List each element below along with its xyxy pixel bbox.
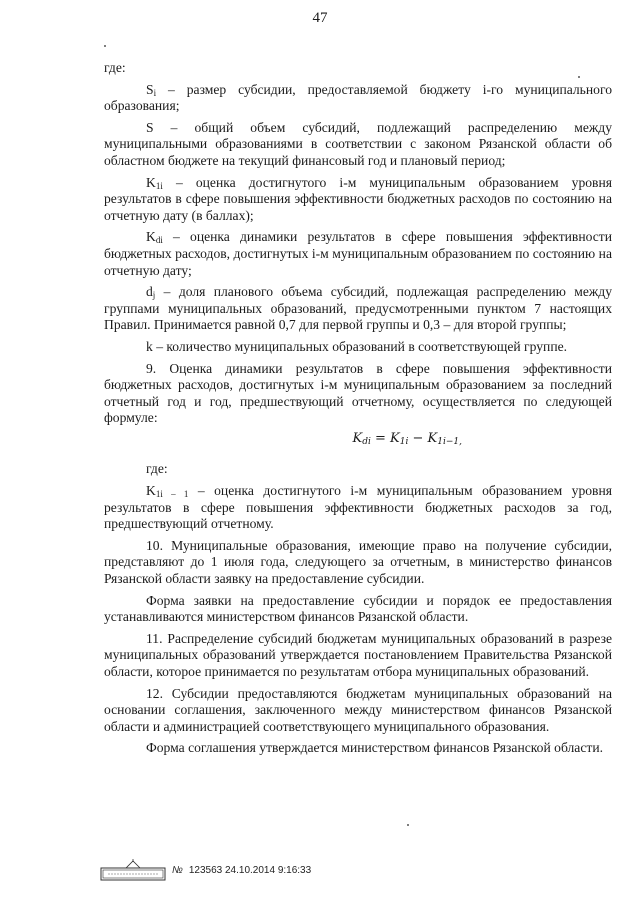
formula [104, 431, 612, 448]
scan-speck [407, 824, 409, 826]
definition-item [104, 284, 612, 334]
formula-lhs: K [352, 430, 363, 446]
def-text: – оценка динамики результатов в сфере повышения эффективности бюджетных расходов, достигнутых i-м муниципальным образованием по состоянию на отчетную дату; [104, 229, 612, 278]
formula-eq: = [370, 430, 391, 446]
paragraph-9: 9. Оценка динамики результатов в сфере повышения эффективности бюджетных расходов, достигнутых i-м муниципальным образованием за последний отчетный год и год, предшествующий отчетному, осуществляется по следующей формуле: [104, 360, 612, 426]
def-symbol: k [146, 338, 153, 354]
formula-lhs-sub: di [362, 436, 371, 447]
definition-item [104, 339, 612, 356]
def-symbol-sub: i [153, 87, 157, 98]
paragraph-10: 10. Муниципальные образования, имеющие право на получение субсидии, представляют до 1 июля года, следующего за отчетным, в министерство финансов Рязанской области заявку на предоставление субсидии. [104, 537, 612, 587]
formula-term2: K [427, 430, 438, 446]
document-footer [100, 858, 311, 882]
scan-speck [104, 45, 106, 47]
def-symbol: K [146, 483, 156, 499]
definition-item [104, 175, 612, 225]
def-symbol: K [146, 174, 156, 190]
def-symbol: S [146, 119, 154, 135]
def-symbol-sub: j [152, 290, 156, 301]
where-label: где: [104, 60, 126, 75]
def-symbol-sub: 1i [155, 180, 163, 191]
definition-item [104, 82, 612, 115]
definitions-list [104, 82, 612, 356]
formula-term1-sub: 1i [399, 436, 409, 447]
def-symbol: d [146, 284, 153, 300]
formula-term2-sub: 1i−1, [437, 436, 462, 447]
definition-item [104, 120, 612, 170]
paragraph-12: 12. Субсидии предоставляются бюджетам муниципальных образований на основании соглашения, заключенного между министерством финансов Рязанской области и администрацией соответствующего муниципального образования. [104, 685, 612, 734]
footer-registration: 123563 24.10.2014 9:16:33 [188, 864, 312, 876]
def-text: – оценка достигнутого i-м муниципальным образованием уровня результатов в сфере повышения эффективности бюджетных расходов за год, предшествующий отчетному. [104, 483, 612, 532]
page-number: 47 [312, 10, 328, 26]
paragraph-12b: Форма соглашения утверждается министерством финансов Рязанской области. [146, 740, 603, 756]
definition-k1i-1 [104, 483, 612, 533]
document-body [104, 60, 612, 757]
def-symbol-sub: di [155, 235, 163, 246]
def-text: – оценка достигнутого i-м муниципальным образованием уровня результатов в сфере повышения эффективности бюджетных расходов по состоянию на отчетную дату (в баллах); [104, 174, 612, 223]
def-text: – количество муниципальных образований в соответствующей группе. [152, 338, 568, 354]
paragraph-10b: Форма заявки на предоставление субсидии и порядок ее предоставления устанавливаются министерством финансов Рязанской области. [104, 592, 612, 625]
formula-minus: − [408, 430, 428, 446]
formula-term1: K [390, 430, 400, 446]
registry-seal-icon [100, 859, 166, 881]
def-symbol: S [146, 81, 154, 97]
paragraph-11: 11. Распределение субсидий бюджетам муниципальных образований в разрезе муниципальных образований утверждается постановлением Правительства Рязанской области, которое принимается по результатам отбора муниципальных образований. [104, 630, 612, 679]
where-label-2: где: [146, 461, 168, 477]
scan-speck [578, 76, 580, 78]
def-text: – доля планового объема субсидий, подлежащая распределению между группами муниципальных образований, предусмотренными пунктом 7 настоящих Правил. Принимается равной 0,7 для первой группы и 0,3 – для второй группы; [104, 284, 612, 333]
def-symbol-sub: 1i – 1 [155, 489, 189, 500]
def-symbol: K [146, 229, 156, 245]
def-text: – размер субсидии, предоставляемой бюджету i-го муниципального образования; [104, 81, 612, 114]
footer-number-mark: № [172, 864, 183, 876]
definition-item [104, 229, 612, 279]
def-text: – общий объем субсидий, подлежащий распределению между муниципальными образованиями в соответствии с законом Рязанской области об областном бюджете на текущий финансовый год и плановый период; [104, 119, 612, 168]
